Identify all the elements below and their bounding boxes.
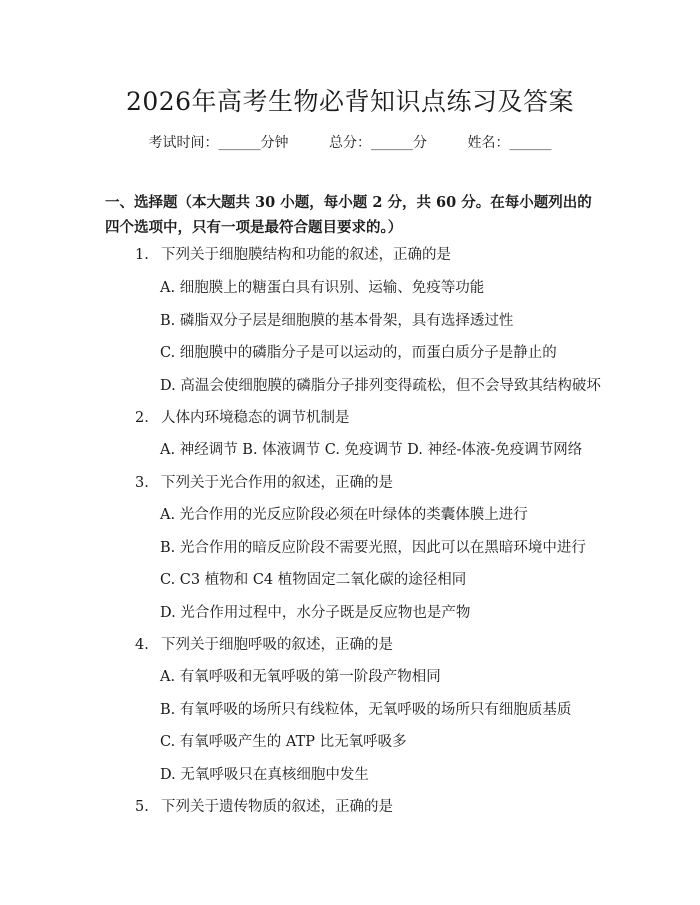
exam-time: 考试时间：______分钟 [148,135,289,151]
option-4c: C. 有氧呼吸产生的 ATP 比无氧呼吸多 [160,734,407,750]
question-2 [135,406,350,427]
option-3d: D. 光合作用过程中，水分子既是反应物也是产物 [160,605,471,621]
option-1a: A. 细胞膜上的糖蛋白具有识别、运输、免疫等功能 [160,280,485,296]
option-1c: C. 细胞膜中的磷脂分子是可以运动的，而蛋白质分子是静止的 [160,345,557,361]
option-4d: D. 无氧呼吸只在真核细胞中发生 [160,767,369,783]
question-3 [135,471,393,492]
question-number: 1. [135,247,149,263]
question-text: 下列关于细胞膜结构和功能的叙述，正确的是 [161,247,451,263]
option-3a: A. 光合作用的光反应阶段必须在叶绿体的类囊体膜上进行 [160,507,528,523]
option-4b: B. 有氧呼吸的场所只有线粒体，无氧呼吸的场所只有细胞质基质 [160,702,572,718]
option-4a: A. 有氧呼吸和无氧呼吸的第一阶段产物相同 [160,669,441,685]
option-2-all: A. 神经调节 B. 体液调节 C. 免疫调节 D. 神经-体液-免疫调节网络 [160,442,583,458]
page-title: 2026年高考生物必背知识点练习及答案 [125,87,575,116]
option-1b: B. 磷脂双分子层是细胞膜的基本骨架，具有选择透过性 [160,313,514,329]
question-number: 3. [135,475,149,491]
question-number: 5. [135,799,149,815]
question-number: 2. [135,410,149,426]
question-number: 4. [135,637,149,653]
question-text: 下列关于光合作用的叙述，正确的是 [161,475,393,491]
option-3b: B. 光合作用的暗反应阶段不需要光照，因此可以在黑暗环境中进行 [160,540,586,556]
question-text: 下列关于遗传物质的叙述，正确的是 [161,799,393,815]
question-text: 人体内环境稳态的调节机制是 [161,410,350,426]
total-score: 总分：______分 [329,135,427,151]
option-1d: D. 高温会使细胞膜的磷脂分子排列变得疏松，但不会导致其结构破坏 [160,378,601,394]
question-text: 下列关于细胞呼吸的叙述，正确的是 [161,637,393,653]
student-name: 姓名：______ [467,135,552,151]
question-5 [135,795,393,816]
question-1 [135,243,451,264]
option-3c: C. C3 植物和 C4 植物固定二氧化碳的途径相同 [160,572,467,588]
exam-meta [0,132,700,152]
section-heading: 一、选择题（本大题共 30 小题，每小题 2 分，共 60 分。在每小题列出的四个选项中，只有一项是最符合题目要求的。） [105,194,592,236]
question-4 [135,633,393,654]
